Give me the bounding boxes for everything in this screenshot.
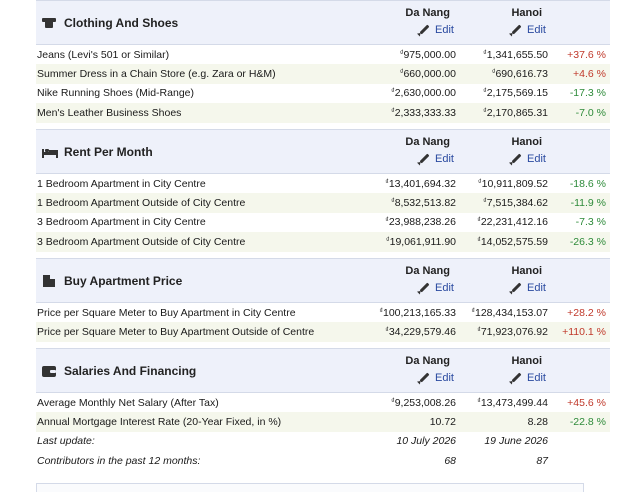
section-header [36, 130, 610, 174]
item-name: Average Monthly Net Salary (After Tax) [37, 396, 219, 409]
difference-percent: -22.8 % [552, 412, 610, 432]
city2-value [460, 84, 552, 104]
city2-amount: 13,473,499.44 [480, 396, 548, 409]
edit-city1-link[interactable] [418, 372, 454, 384]
city2-value [460, 64, 552, 84]
section-title-cell [36, 259, 348, 303]
city2-amount: 690,616.73 [495, 67, 548, 80]
city1-amount: 100,213,165.33 [383, 306, 456, 319]
difference-percent: -26.3 % [552, 232, 610, 252]
section-spacer [36, 252, 610, 259]
currency-symbol: ₫ [477, 217, 481, 225]
currency-symbol: ₫ [379, 307, 383, 315]
section-title: Buy Apartment Price [64, 273, 183, 288]
last-update-label: Last update: [37, 435, 95, 448]
city1-name: Da Nang [405, 6, 450, 19]
city1-amount: 10.72 [429, 415, 456, 428]
city1-amount: 2,630,000.00 [394, 87, 456, 100]
table-row [36, 103, 610, 123]
currency-symbol: ₫ [391, 197, 395, 205]
section-title-cell [36, 130, 348, 174]
city2-amount: 10,911,809.52 [481, 177, 548, 190]
city2-amount: 71,923,076.92 [480, 325, 548, 338]
currency-symbol: ₫ [483, 88, 487, 96]
table-row [36, 213, 610, 233]
item-name: 1 Bedroom Apartment in City Centre [37, 177, 206, 190]
item-name: Jeans (Levi's 501 or Similar) [37, 48, 170, 61]
city1-amount: 8,532,513.82 [394, 196, 456, 209]
contributors-row [36, 451, 610, 471]
edit-label: Edit [527, 152, 546, 165]
city2-name: Hanoi [511, 6, 542, 19]
item-name: 3 Bedroom Apartment in City Centre [37, 216, 206, 229]
edit-label: Edit [527, 371, 546, 384]
edit-city1-link[interactable] [418, 153, 454, 165]
table-row [36, 64, 610, 84]
item-name: Men's Leather Business Shoes [36, 103, 348, 123]
section-spacer [36, 123, 610, 130]
city2-name: Hanoi [511, 135, 542, 148]
section-header [36, 259, 610, 303]
contributors-city1: 68 [444, 454, 456, 467]
city2-value [460, 393, 552, 413]
city2-value [460, 213, 552, 233]
currency-symbol: ₫ [391, 397, 395, 405]
city1-value [348, 64, 460, 84]
city1-value [348, 303, 460, 323]
last-update-city1: 10 July 2026 [396, 435, 456, 448]
pencil-icon [510, 282, 521, 293]
currency-symbol: ₫ [478, 178, 482, 186]
currency-symbol: ₫ [483, 49, 487, 57]
city2-amount: 8.28 [527, 415, 548, 428]
shirt-icon [42, 17, 56, 29]
item-name: Annual Mortgage Interest Rate (20-Year Fixed, in %) [36, 412, 348, 432]
pencil-icon [418, 24, 429, 35]
diff-header [552, 130, 610, 174]
city2-amount: 128,434,153.07 [475, 306, 548, 319]
difference-percent: -11.9 % [552, 193, 610, 213]
city1-value [348, 193, 460, 213]
city1-value [348, 393, 460, 413]
city2-value [460, 412, 552, 432]
item-name: Nike Running Shoes (Mid-Range) [37, 87, 194, 100]
difference-percent: -7.3 % [575, 216, 606, 229]
currency-symbol: ₫ [391, 107, 395, 115]
table-row [36, 303, 610, 323]
city1-amount: 23,988,238.26 [388, 216, 456, 229]
currency-symbol: ₫ [477, 326, 481, 334]
city2-header [460, 259, 552, 303]
currency-symbol: ₫ [483, 197, 487, 205]
difference-percent: +37.6 % [567, 48, 606, 61]
item-name: Price per Square Meter to Buy Apartment Outside of Centre [36, 322, 348, 342]
city2-header [460, 1, 552, 45]
city2-header [460, 349, 552, 393]
city2-value [460, 193, 552, 213]
currency-symbol: ₫ [471, 307, 475, 315]
city2-name: Hanoi [511, 354, 542, 367]
comparison-table [36, 0, 610, 471]
item-name: 1 Bedroom Apartment Outside of City Centre [36, 193, 348, 213]
pencil-icon [418, 153, 429, 164]
edit-label: Edit [435, 152, 454, 165]
diff-header [552, 349, 610, 393]
city2-value [460, 232, 552, 252]
edit-city2-link[interactable] [510, 24, 546, 36]
pencil-icon [418, 372, 429, 383]
difference-percent: -7.0 % [552, 103, 610, 123]
city1-value [348, 322, 460, 342]
contributors-city2: 87 [536, 454, 548, 467]
currency-symbol: ₫ [385, 178, 389, 186]
city2-header [460, 130, 552, 174]
table-row [36, 84, 610, 104]
city1-amount: 2,333,333.33 [394, 106, 456, 119]
section-header [36, 349, 610, 393]
wallet-icon [42, 365, 56, 377]
city1-amount: 660,000.00 [403, 67, 456, 80]
edit-city2-link[interactable] [510, 153, 546, 165]
city2-value [460, 303, 552, 323]
difference-percent: -18.6 % [569, 177, 606, 190]
city1-name: Da Nang [405, 135, 450, 148]
city2-amount: 7,515,384.62 [486, 196, 548, 209]
currency-symbol: ₫ [385, 217, 389, 225]
edit-label: Edit [527, 281, 546, 294]
city2-value [460, 322, 552, 342]
section-title: Rent Per Month [64, 144, 153, 159]
table-row [36, 174, 610, 194]
section-title: Clothing And Shoes [64, 15, 179, 30]
empty-cell [552, 432, 610, 452]
table-row [36, 322, 610, 342]
table-row [36, 193, 610, 213]
currency-symbol: ₫ [483, 107, 487, 115]
currency-symbol: ₫ [399, 49, 404, 57]
item-name: 3 Bedroom Apartment Outside of City Centre [36, 232, 348, 252]
city2-value [460, 103, 552, 123]
table-row [36, 45, 610, 65]
city2-amount: 14,052,575.59 [480, 235, 548, 248]
city1-value [348, 103, 460, 123]
next-section-box [36, 483, 584, 492]
currency-symbol: ₫ [491, 68, 496, 76]
city1-value [348, 84, 460, 104]
currency-symbol: ₫ [477, 397, 481, 405]
table-row [36, 393, 610, 413]
last-update-city2: 19 June 2026 [484, 435, 548, 448]
city2-amount: 2,175,569.15 [486, 87, 548, 100]
currency-symbol: ₫ [477, 236, 481, 244]
pencil-icon [418, 282, 429, 293]
city1-amount: 34,229,579.46 [388, 325, 456, 338]
edit-label: Edit [435, 281, 454, 294]
city2-value [460, 174, 552, 194]
cost-comparison [36, 0, 610, 471]
section-title-cell [36, 349, 348, 393]
city2-amount: 2,170,865.31 [486, 106, 548, 119]
bed-icon [42, 146, 56, 158]
city1-value [348, 174, 460, 194]
city1-header [348, 1, 460, 45]
city1-header [348, 259, 460, 303]
item-name: Price per Square Meter to Buy Apartment in City Centre [37, 306, 296, 319]
empty-cell [552, 451, 610, 471]
pencil-icon [510, 24, 521, 35]
table-row [36, 232, 610, 252]
currency-symbol: ₫ [399, 68, 404, 76]
edit-label: Edit [527, 23, 546, 36]
edit-label: Edit [435, 371, 454, 384]
item-name: Summer Dress in a Chain Store (e.g. Zara or H&M) [36, 64, 348, 84]
city1-amount: 9,253,008.26 [394, 396, 456, 409]
section-title: Salaries And Financing [64, 363, 197, 378]
city2-name: Hanoi [511, 264, 542, 277]
difference-percent: +28.2 % [567, 306, 606, 319]
table-row [36, 412, 610, 432]
difference-percent: +4.6 % [552, 64, 610, 84]
difference-percent: +45.6 % [567, 396, 606, 409]
pencil-icon [510, 153, 521, 164]
city1-header [348, 130, 460, 174]
city1-value [348, 232, 460, 252]
city2-amount: 22,231,412.16 [480, 216, 548, 229]
city1-header [348, 349, 460, 393]
city1-value [348, 45, 460, 65]
edit-city2-link[interactable] [510, 372, 546, 384]
city1-name: Da Nang [405, 354, 450, 367]
section-title-cell [36, 1, 348, 45]
diff-header [552, 259, 610, 303]
contributors-label: Contributors in the past 12 months: [37, 454, 201, 467]
edit-city1-link[interactable] [418, 24, 454, 36]
difference-percent: +110.1 % [552, 322, 610, 342]
city1-amount: 975,000.00 [403, 48, 456, 61]
city1-name: Da Nang [405, 264, 450, 277]
city2-value [460, 45, 552, 65]
section-spacer [36, 342, 610, 349]
currency-symbol: ₫ [385, 326, 389, 334]
building-icon [42, 275, 56, 287]
diff-header [552, 1, 610, 45]
edit-city2-link[interactable] [510, 282, 546, 294]
city1-value [348, 412, 460, 432]
currency-symbol: ₫ [391, 88, 395, 96]
difference-percent: -17.3 % [569, 87, 606, 100]
section-header [36, 1, 610, 45]
edit-city1-link[interactable] [418, 282, 454, 294]
city1-value [348, 213, 460, 233]
city2-amount: 1,341,655.50 [486, 48, 548, 61]
edit-label: Edit [435, 23, 454, 36]
last-update-row [36, 432, 610, 452]
currency-symbol: ₫ [386, 236, 390, 244]
pencil-icon [510, 372, 521, 383]
city1-amount: 13,401,694.32 [388, 177, 456, 190]
city1-amount: 19,061,911.90 [389, 235, 456, 248]
